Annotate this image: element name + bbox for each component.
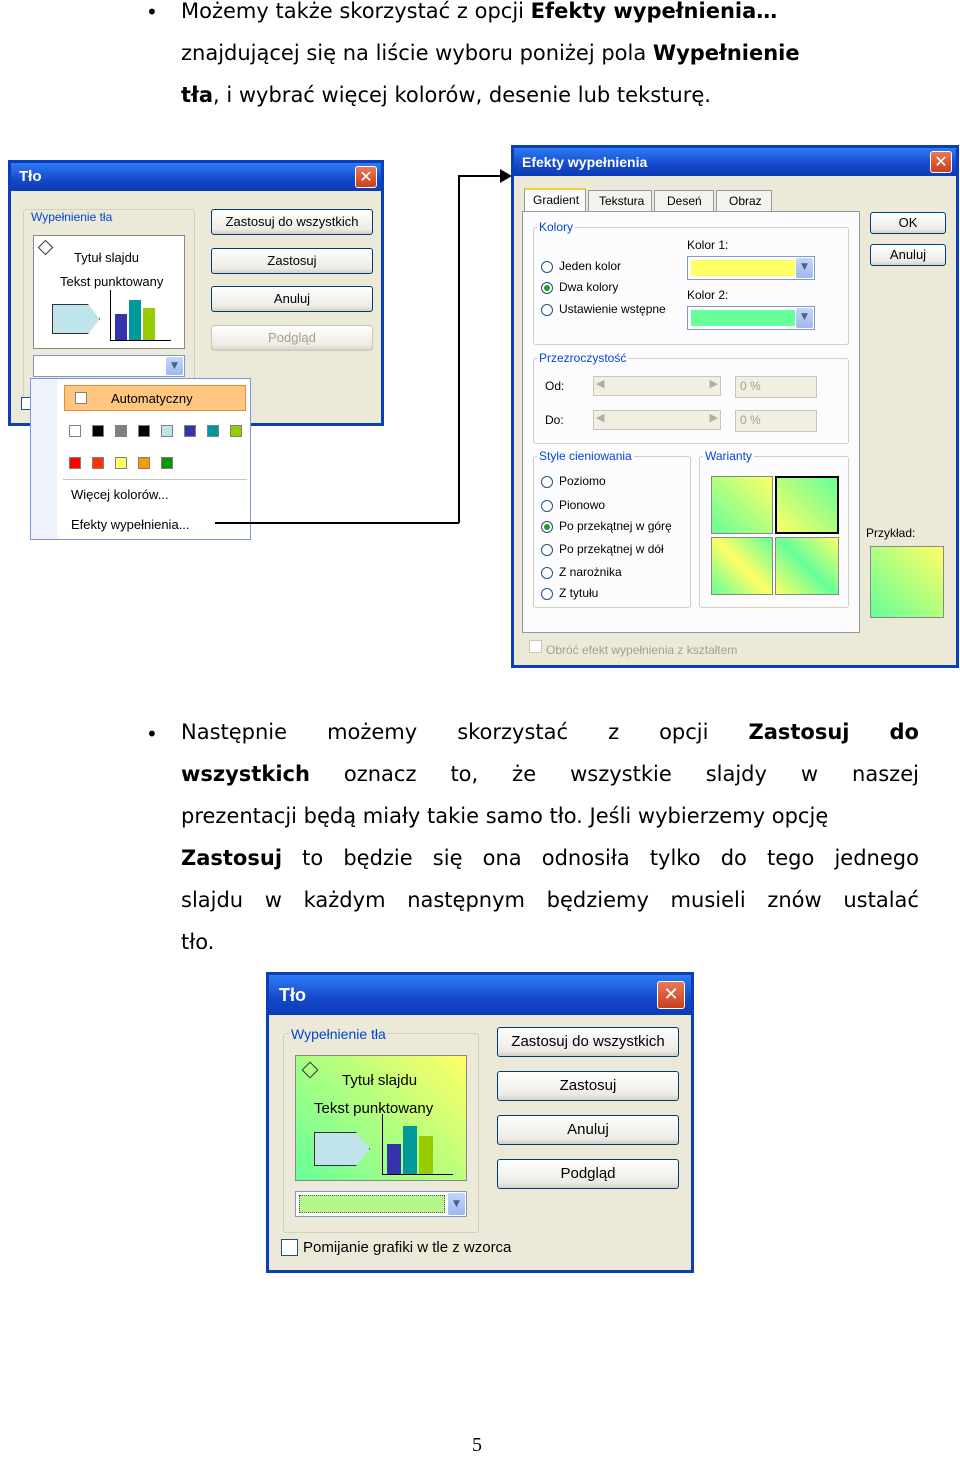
more-colors-item[interactable]: Więcej kolorów... [71, 487, 169, 502]
para2-line6: tło. [181, 930, 215, 954]
one-color-label: Jeden kolor [559, 259, 622, 273]
color-swatch[interactable] [138, 457, 150, 469]
apply-all-button[interactable]: Zastosuj do wszystkich [211, 209, 373, 235]
chevron-down-icon: ▼ [448, 1193, 465, 1215]
chevron-down-icon: ▼ [796, 258, 813, 278]
diag-up-label: Po przekątnej w górę [559, 519, 672, 533]
word: to, [450, 762, 479, 786]
fill-color-combo[interactable] [295, 1191, 467, 1217]
para2-line4 [181, 837, 919, 879]
word: skorzystać [457, 720, 569, 744]
word: że [512, 762, 537, 786]
word: slajdy [705, 762, 767, 786]
word: następnym [407, 888, 525, 912]
word: ustalać [843, 888, 919, 912]
cancel-button[interactable]: Anuluj [497, 1115, 679, 1145]
word: odnosiła [541, 846, 630, 870]
variant-2[interactable] [775, 476, 839, 534]
ok-button[interactable]: OK [870, 212, 946, 234]
word: to [302, 846, 324, 870]
word: w [264, 888, 282, 912]
menu-separator [63, 479, 247, 480]
horizontal-radio[interactable] [541, 476, 553, 488]
vertical-radio[interactable] [541, 500, 553, 512]
apply-button[interactable]: Zastosuj [497, 1071, 679, 1101]
fill-effects-item[interactable]: Efekty wypełnienia... [71, 517, 190, 532]
shading-label: Style cieniowania [539, 449, 632, 463]
word: Następnie [181, 720, 288, 744]
cancel-button[interactable]: Anuluj [870, 244, 946, 266]
automatic-label: Automatyczny [111, 391, 193, 406]
from-corner-radio[interactable] [541, 567, 553, 579]
para1-line3: tła, i wybrać więcej kolorów, desenie lub teksturę. [181, 83, 711, 107]
apply-button[interactable]: Zastosuj [211, 248, 373, 274]
word: będzie [343, 846, 413, 870]
diamond-icon [38, 240, 54, 256]
slide-preview [33, 235, 185, 349]
color1-combo[interactable] [687, 256, 815, 280]
variant-1[interactable] [711, 476, 773, 534]
word: możemy [327, 720, 418, 744]
color1-label: Kolor 1: [687, 238, 729, 252]
word: do [889, 720, 919, 744]
color-swatch[interactable] [230, 425, 242, 437]
color-swatch[interactable] [161, 425, 173, 437]
bar-chart-icon [382, 1114, 453, 1175]
word: wszystkich [181, 762, 310, 786]
automatic-swatch [75, 392, 87, 404]
word: się [432, 846, 463, 870]
word: jednego [834, 846, 919, 870]
to-value[interactable]: 0 % [735, 410, 817, 432]
close-button[interactable]: ✕ [657, 981, 685, 1009]
bullet-text: Tekst punktowany [60, 274, 164, 289]
from-slider[interactable]: ◀ ▶ [593, 376, 721, 396]
omit-graphics-label: Pomijanie grafiki w tle z wzorca [303, 1239, 512, 1256]
para2-line2 [181, 753, 919, 795]
word: slajdu [181, 888, 244, 912]
para2-line5 [181, 879, 919, 921]
color-menu [30, 378, 251, 540]
rotate-label: Obróć efekt wypełnienia z kształtem [546, 643, 738, 657]
diag-down-radio[interactable] [541, 544, 553, 556]
fill-swatch [299, 1195, 445, 1213]
color1-swatch [691, 260, 795, 276]
preset-label: Ustawienie wstępne [559, 302, 666, 316]
word: naszej [852, 762, 919, 786]
color-swatch[interactable] [207, 425, 219, 437]
word: oznacz [343, 762, 417, 786]
variant-4[interactable] [775, 537, 839, 595]
variant-3[interactable] [711, 537, 773, 595]
word: Zastosuj [181, 846, 283, 870]
page-number: 5 [472, 1434, 482, 1456]
slide-title: Tytuł slajdu [342, 1072, 418, 1089]
connector-line-h2 [215, 522, 459, 524]
dialog-title: Efekty wypełnienia [514, 148, 956, 176]
word: wszystkie [570, 762, 672, 786]
from-corner-label: Z narożnika [559, 565, 622, 579]
automatic-item[interactable] [64, 385, 246, 411]
bullet-text: Tekst punktowany [314, 1100, 434, 1117]
word: do [720, 846, 747, 870]
word: ona [482, 846, 522, 870]
word: każdym [303, 888, 386, 912]
para1-line1: Możemy także skorzystać z opcji Efekty wypełnienia… [181, 0, 778, 23]
slide-title: Tytuł slajdu [74, 250, 140, 265]
word: opcji [659, 720, 709, 744]
color-swatch[interactable] [69, 457, 81, 469]
sample-label: Przykład: [866, 526, 916, 540]
tab-texture[interactable]: Tekstura [588, 190, 652, 212]
color-swatch[interactable] [161, 457, 173, 469]
bullet-2: • [146, 722, 158, 746]
chevron-down-icon: ▼ [166, 357, 183, 375]
bar-chart-icon [110, 290, 171, 341]
pentagon-shape [52, 304, 100, 334]
from-title-label: Z tytułu [559, 586, 599, 600]
two-colors-label: Dwa kolory [559, 280, 619, 294]
transparency-label: Przezroczystość [539, 351, 627, 365]
preset-radio[interactable] [541, 304, 553, 316]
bullet-1: • [146, 0, 158, 24]
one-color-radio[interactable] [541, 261, 553, 273]
dialog-fill-effects [511, 145, 959, 668]
word: tylko [649, 846, 701, 870]
pentagon-shape [314, 1132, 370, 1166]
para1-line2: znajdującej się na liście wyboru poniżej pola Wypełnienie [181, 41, 800, 65]
from-title-radio[interactable] [541, 588, 553, 600]
to-slider[interactable]: ◀ ▶ [593, 410, 721, 430]
to-label: Do: [545, 413, 564, 427]
fill-group-label: Wypełnienie tła [31, 210, 113, 224]
color-swatch[interactable] [138, 425, 150, 437]
word: będziemy [546, 888, 649, 912]
sample-preview [870, 546, 944, 618]
word: znów [767, 888, 822, 912]
rotate-checkbox[interactable] [529, 640, 542, 653]
preview-button[interactable]: Podgląd [497, 1159, 679, 1189]
connector-line-bottom [458, 355, 460, 523]
colors-group-label: Kolory [539, 220, 574, 234]
connector-line-top [458, 175, 460, 355]
color-swatch[interactable] [69, 425, 81, 437]
tab-gradient[interactable]: Gradient [524, 188, 586, 212]
tab-pattern[interactable]: Deseń [654, 190, 714, 212]
word: w [800, 762, 819, 786]
word: tego [766, 846, 815, 870]
color-swatch[interactable] [184, 425, 196, 437]
dialog-title: Tło [11, 163, 381, 191]
slide-preview [295, 1055, 467, 1181]
color-swatch[interactable] [115, 457, 127, 469]
two-colors-radio[interactable] [541, 282, 553, 294]
fill-color-combo[interactable] [33, 355, 185, 377]
tab-picture[interactable]: Obraz [716, 190, 772, 212]
close-button[interactable]: ✕ [355, 166, 377, 188]
menu-left-strip [31, 379, 57, 539]
diamond-icon [302, 1062, 319, 1079]
color2-combo[interactable] [687, 306, 815, 330]
apply-all-button[interactable]: Zastosuj do wszystkich [497, 1027, 679, 1057]
para2-line3: prezentacji będą miały takie samo tło. Jeśli wybierzemy opcję [181, 804, 829, 828]
paragraph-1 [181, 0, 881, 116]
color2-swatch [691, 310, 795, 326]
from-value[interactable]: 0 % [735, 376, 817, 398]
fill-group-label: Wypełnienie tła [291, 1026, 386, 1042]
diag-down-label: Po przekątnej w dół [559, 542, 664, 556]
chevron-down-icon: ▼ [796, 308, 813, 328]
vertical-label: Pionowo [559, 498, 606, 512]
color2-label: Kolor 2: [687, 288, 729, 302]
color-swatch[interactable] [92, 425, 104, 437]
horizontal-label: Poziomo [559, 474, 606, 488]
variants-label: Warianty [705, 449, 752, 463]
cancel-button[interactable]: Anuluj [211, 286, 373, 312]
preview-button[interactable]: Podgląd [211, 325, 373, 351]
from-label: Od: [545, 379, 565, 393]
dialog-title: Tło [269, 975, 691, 1015]
color-swatch[interactable] [115, 425, 127, 437]
word: z [608, 720, 620, 744]
word: Zastosuj [748, 720, 850, 744]
close-button[interactable]: ✕ [930, 151, 952, 173]
dialog-tlo-bottom [266, 972, 694, 1273]
diag-up-radio[interactable] [541, 521, 553, 533]
para2-line1 [181, 711, 919, 753]
tab-panel [522, 211, 860, 633]
paragraph-2 [181, 711, 919, 963]
color-swatch[interactable] [92, 457, 104, 469]
word: musieli [670, 888, 746, 912]
omit-graphics-checkbox[interactable] [281, 1239, 298, 1256]
